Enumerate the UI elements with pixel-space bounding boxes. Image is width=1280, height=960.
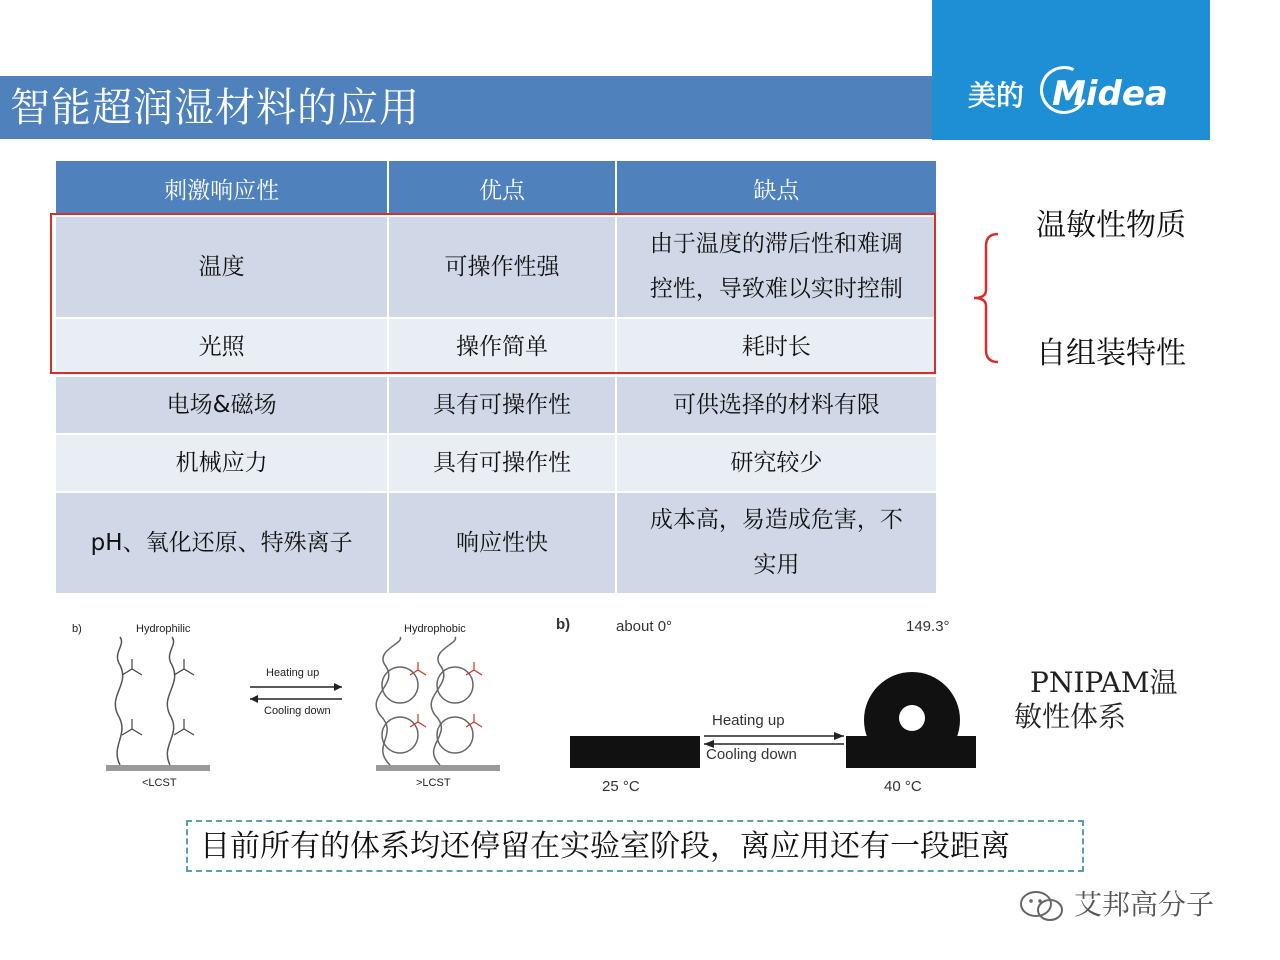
label-hydrophobic: Hydrophobic — [404, 623, 466, 635]
annotation-thermosensitive: 温敏性物质 — [1036, 208, 1186, 243]
watermark-text: 艾邦高分子 — [1074, 888, 1215, 921]
label-above-lcst: >LCST — [416, 777, 451, 789]
pnipam-label-line1: PNIPAM温 — [1030, 666, 1178, 699]
label-heating-up: Heating up — [712, 712, 785, 729]
annotation-self-assembly: 自组装特性 — [1036, 336, 1186, 371]
logo-english: Midea — [1052, 74, 1168, 114]
cell-stimulus: 光照 — [55, 318, 388, 376]
cell-con — [616, 492, 937, 594]
label-hydrophilic: Hydrophilic — [136, 623, 191, 635]
table-row — [55, 376, 937, 434]
panel-label: b) — [72, 623, 82, 635]
contact-angle-drawing — [554, 612, 984, 802]
label-temp-low: 25 °C — [602, 778, 640, 795]
header-cons: 缺点 — [616, 160, 937, 216]
table-header-row — [55, 160, 937, 216]
curly-brace-icon — [968, 232, 1004, 364]
cell-con-line: 实用 — [753, 552, 800, 578]
cell-con: 耗时长 — [616, 318, 937, 376]
label-heating-up: Heating up — [266, 667, 320, 679]
cell-con-line: 控性，导致难以实时控制 — [649, 276, 903, 302]
table-row — [55, 434, 937, 492]
label-cooling-down: Cooling down — [706, 746, 797, 763]
cell-stimulus: 机械应力 — [55, 434, 388, 492]
polymer-chains-drawing — [70, 615, 510, 795]
label-angle-low: about 0° — [616, 618, 673, 635]
label-cooling-down: Cooling down — [264, 705, 331, 717]
cell-con-line: 成本高，易造成危害，不 — [649, 507, 903, 533]
wechat-icon — [1018, 888, 1068, 924]
table-row — [55, 492, 937, 594]
cell-con: 可供选择的材料有限 — [616, 376, 937, 434]
cell-stimulus: 温度 — [55, 216, 388, 318]
contact-angle-figure — [554, 612, 984, 802]
cell-pro: 响应性快 — [388, 492, 615, 594]
pnipam-label-line2: 敏性体系 — [1014, 700, 1127, 733]
lcst-schematic-figure — [70, 615, 510, 795]
logo-chinese: 美的 — [968, 79, 1025, 112]
cell-con-line: 由于温度的滞后性和难调 — [649, 231, 903, 257]
panel-label: b) — [556, 616, 571, 633]
cell-con: 研究较少 — [616, 434, 937, 492]
label-below-lcst: <LCST — [142, 777, 177, 789]
label-temp-high: 40 °C — [884, 778, 922, 795]
slide-title: 智能超润湿材料的应用 — [10, 85, 420, 131]
header-stimulus: 刺激响应性 — [55, 160, 388, 216]
note-text: 目前所有的体系均还停留在实验室阶段，离应用还有一段距离 — [200, 829, 1010, 864]
cell-stimulus: pH、氧化还原、特殊离子 — [55, 492, 388, 594]
cell-stimulus: 电场&磁场 — [55, 376, 388, 434]
highlight-frame — [50, 213, 936, 374]
cell-pro: 具有可操作性 — [388, 434, 615, 492]
cell-pro: 操作简单 — [388, 318, 615, 376]
cell-pro: 可操作性强 — [388, 216, 615, 318]
cell-pro: 具有可操作性 — [388, 376, 615, 434]
label-angle-high: 149.3° — [906, 618, 950, 635]
header-pros: 优点 — [388, 160, 615, 216]
